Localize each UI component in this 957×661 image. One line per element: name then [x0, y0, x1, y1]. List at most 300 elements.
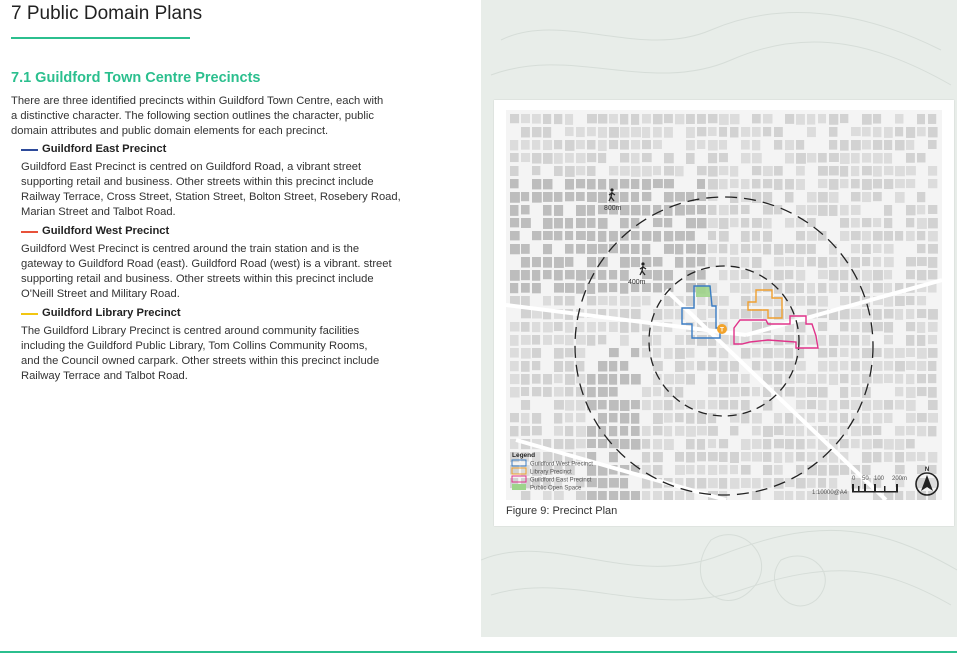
- building-block: [631, 374, 641, 385]
- building-block: [697, 478, 706, 489]
- building-block: [818, 361, 827, 372]
- building-block: [752, 478, 761, 488]
- building-block: [763, 127, 771, 136]
- building-block: [587, 257, 596, 267]
- building-block: [576, 244, 585, 254]
- building-block: [686, 270, 695, 281]
- building-block: [609, 114, 618, 123]
- building-block: [785, 179, 794, 189]
- building-block: [917, 309, 926, 318]
- building-block: [917, 127, 926, 136]
- building-block: [620, 140, 629, 150]
- building-block: [708, 452, 718, 461]
- building-block: [752, 413, 762, 424]
- building-block: [565, 127, 574, 136]
- building-block: [554, 413, 562, 424]
- building-block: [906, 374, 914, 384]
- building-block: [906, 309, 914, 319]
- building-block: [598, 296, 608, 305]
- description-line: Marian Street and Talbot Road.: [21, 206, 176, 218]
- building-block: [653, 439, 662, 449]
- building-block: [620, 491, 630, 500]
- building-block: [664, 127, 673, 138]
- building-block: [818, 270, 828, 279]
- precinct-library-heading: Guildford Library Precinct: [42, 307, 181, 319]
- building-block: [895, 231, 903, 241]
- building-block: [818, 296, 828, 307]
- building-block: [730, 257, 739, 267]
- building-block: [620, 153, 629, 162]
- building-block: [587, 374, 596, 385]
- building-block: [587, 491, 597, 500]
- building-block: [840, 465, 849, 475]
- building-block: [741, 283, 751, 294]
- building-block: [785, 335, 794, 344]
- building-block: [708, 478, 718, 488]
- building-block: [829, 400, 837, 411]
- building-block: [752, 283, 762, 293]
- building-block: [796, 179, 805, 190]
- building-block: [741, 257, 749, 268]
- building-block: [543, 491, 552, 500]
- building-block: [609, 140, 618, 149]
- building-block: [818, 114, 826, 123]
- building-block: [873, 309, 882, 320]
- building-block: [785, 426, 795, 436]
- building-block: [510, 283, 518, 293]
- building-block: [543, 296, 551, 306]
- building-block: [620, 426, 628, 436]
- building-block: [730, 218, 739, 227]
- building-block: [785, 244, 794, 253]
- building-block: [719, 218, 728, 229]
- building-block: [565, 218, 573, 229]
- building-block: [763, 205, 773, 215]
- building-block: [708, 179, 718, 190]
- building-block: [719, 374, 729, 384]
- building-block: [730, 114, 739, 124]
- building-block: [851, 348, 859, 359]
- building-block: [730, 270, 739, 280]
- building-block: [873, 244, 881, 253]
- building-block: [686, 153, 695, 164]
- building-block: [774, 413, 782, 423]
- building-block: [697, 400, 705, 409]
- building-block: [895, 114, 903, 124]
- building-block: [873, 179, 882, 188]
- building-block: [785, 192, 793, 203]
- building-block: [873, 257, 881, 267]
- intro-line: a distinctive character. The following section outlines the character, public: [11, 110, 374, 122]
- precinct-west-heading: Guildford West Precinct: [42, 225, 170, 237]
- building-block: [631, 127, 641, 137]
- library-marker-letter: T: [720, 326, 724, 334]
- building-block: [917, 374, 926, 383]
- building-block: [752, 127, 761, 137]
- building-block: [862, 348, 872, 358]
- building-block: [664, 179, 674, 188]
- building-block: [587, 192, 597, 202]
- building-block: [763, 166, 773, 176]
- building-block: [884, 231, 893, 241]
- building-block: [554, 192, 562, 202]
- building-block: [587, 127, 596, 136]
- building-block: [840, 413, 848, 423]
- building-block: [609, 166, 618, 175]
- building-block: [576, 413, 585, 422]
- building-block: [928, 179, 937, 188]
- building-block: [719, 309, 727, 319]
- building-block: [719, 452, 728, 462]
- building-block: [796, 140, 804, 150]
- building-block: [741, 374, 750, 383]
- building-block: [708, 140, 718, 151]
- building-block: [873, 374, 883, 384]
- building-block: [686, 413, 695, 424]
- building-block: [631, 218, 639, 228]
- building-block: [851, 335, 859, 346]
- building-block: [554, 257, 564, 268]
- building-block: [697, 140, 705, 149]
- legend-item-library: Library Precinct: [530, 469, 572, 476]
- building-block: [840, 179, 848, 188]
- building-block: [928, 387, 937, 398]
- building-block: [785, 348, 793, 358]
- building-block: [576, 270, 586, 281]
- building-block: [609, 283, 617, 292]
- building-block: [818, 205, 828, 216]
- building-block: [917, 426, 926, 436]
- building-block: [895, 387, 903, 396]
- building-block: [521, 296, 530, 306]
- building-block: [807, 335, 817, 345]
- building-block: [642, 296, 651, 305]
- building-block: [609, 231, 618, 241]
- building-block: [631, 309, 641, 319]
- building-block: [906, 426, 915, 435]
- building-block: [510, 335, 519, 346]
- building-block: [818, 231, 826, 241]
- building-block: [620, 244, 629, 254]
- building-block: [576, 140, 585, 149]
- building-block: [917, 335, 925, 346]
- east-precinct-line-swatch: [21, 149, 38, 151]
- building-block: [697, 114, 706, 124]
- building-block: [862, 153, 871, 163]
- building-block: [741, 465, 751, 475]
- building-block: [543, 140, 552, 150]
- building-block: [796, 439, 805, 449]
- building-block: [576, 166, 585, 175]
- building-block: [884, 283, 892, 293]
- building-block: [554, 114, 562, 124]
- building-block: [598, 322, 606, 332]
- building-block: [906, 400, 916, 411]
- building-block: [521, 153, 530, 162]
- building-block: [752, 361, 760, 370]
- building-block: [609, 374, 617, 385]
- building-block: [521, 387, 529, 396]
- building-block: [928, 361, 936, 371]
- building-block: [774, 452, 782, 463]
- building-block: [741, 348, 750, 359]
- section-heading: 7.1 Guildford Town Centre Precincts: [11, 70, 261, 86]
- building-block: [774, 361, 783, 371]
- building-block: [862, 218, 871, 227]
- description-line: gateway to Guildford Road (east). Guildford Road (west) is a vibrant. street: [21, 258, 392, 270]
- building-block: [686, 452, 695, 463]
- building-block: [906, 296, 914, 305]
- building-block: [774, 348, 784, 358]
- building-block: [686, 244, 696, 254]
- building-block: [543, 257, 552, 268]
- building-block: [774, 127, 783, 137]
- building-block: [708, 257, 716, 267]
- building-block: [532, 231, 541, 240]
- building-block: [807, 127, 816, 137]
- building-block: [598, 231, 606, 242]
- building-block: [565, 153, 574, 163]
- building-block: [708, 348, 716, 357]
- building-block: [598, 478, 607, 488]
- building-block: [708, 426, 718, 436]
- building-block: [818, 322, 827, 331]
- building-block: [719, 270, 727, 280]
- building-block: [543, 205, 552, 216]
- building-block: [686, 426, 696, 437]
- building-block: [851, 205, 861, 215]
- building-block: [895, 192, 905, 203]
- building-block: [840, 426, 848, 435]
- building-block: [763, 192, 772, 203]
- precinct-east-heading: Guildford East Precinct: [42, 143, 167, 155]
- building-block: [587, 283, 595, 294]
- building-block: [554, 218, 563, 228]
- building-block: [862, 322, 872, 332]
- building-block: [675, 387, 683, 398]
- building-block: [741, 231, 750, 242]
- building-block: [884, 348, 893, 358]
- building-block: [642, 335, 652, 346]
- building-block: [675, 426, 684, 436]
- building-block: [719, 179, 728, 189]
- building-block: [895, 296, 905, 306]
- building-block: [917, 322, 925, 333]
- building-block: [895, 452, 904, 462]
- building-block: [752, 192, 761, 203]
- building-block: [576, 335, 586, 345]
- building-block: [620, 361, 628, 371]
- building-block: [730, 166, 738, 177]
- building-block: [554, 231, 562, 240]
- building-block: [796, 478, 806, 488]
- building-block: [730, 387, 740, 397]
- building-block: [521, 374, 530, 385]
- intro-line: domain attributes and public domain elements for each precinct.: [11, 125, 329, 137]
- building-block: [730, 244, 738, 255]
- building-block: [796, 283, 804, 293]
- building-block: [741, 192, 751, 202]
- building-block: [642, 140, 651, 149]
- building-block: [873, 270, 883, 280]
- building-block: [752, 166, 761, 175]
- building-block: [576, 205, 586, 216]
- building-block: [576, 439, 586, 448]
- building-block: [829, 244, 837, 255]
- building-block: [664, 413, 673, 423]
- building-block: [752, 452, 762, 462]
- building-block: [884, 335, 893, 344]
- scale-tick-label: 50: [862, 476, 869, 482]
- building-block: [785, 387, 795, 397]
- building-block: [785, 439, 794, 449]
- building-block: [763, 361, 772, 371]
- building-block: [598, 387, 608, 397]
- building-block: [807, 192, 817, 203]
- building-block: [840, 309, 850, 319]
- building-block: [631, 400, 640, 409]
- building-block: [895, 426, 905, 436]
- building-block: [719, 244, 727, 253]
- building-block: [741, 439, 750, 450]
- building-block: [554, 140, 562, 149]
- legend-item-east: Guildford East Precinct: [530, 477, 592, 484]
- building-block: [895, 439, 904, 450]
- building-block: [906, 257, 916, 266]
- building-block: [642, 166, 652, 176]
- building-block: [829, 205, 837, 216]
- building-block: [774, 257, 784, 266]
- building-block: [510, 140, 518, 150]
- building-block: [521, 192, 529, 201]
- building-block: [730, 283, 740, 293]
- building-block: [576, 218, 586, 228]
- building-block: [653, 257, 662, 267]
- building-block: [609, 478, 619, 488]
- description-line: Railway Terrace and Talbot Road.: [21, 370, 188, 382]
- building-block: [675, 205, 685, 216]
- building-block: [609, 348, 619, 357]
- building-block: [807, 296, 816, 305]
- building-block: [565, 257, 573, 267]
- building-block: [774, 491, 784, 500]
- building-block: [532, 114, 541, 124]
- building-block: [895, 374, 903, 384]
- building-block: [532, 192, 542, 203]
- building-block: [730, 452, 739, 463]
- building-block: [763, 114, 772, 124]
- building-block: [697, 335, 707, 346]
- building-block: [653, 335, 661, 345]
- building-block: [741, 179, 749, 189]
- building-block: [620, 166, 630, 176]
- building-block: [862, 270, 872, 281]
- scale-ratio: 1:10000@A4: [812, 490, 848, 496]
- building-block: [510, 426, 518, 436]
- building-block: [609, 322, 618, 332]
- building-block: [631, 244, 640, 254]
- building-block: [532, 127, 541, 137]
- building-block: [895, 400, 904, 410]
- building-block: [609, 439, 619, 448]
- building-block: [851, 283, 861, 292]
- building-block: [763, 244, 771, 254]
- building-block: [708, 296, 718, 306]
- building-block: [818, 283, 826, 293]
- building-block: [906, 413, 916, 423]
- building-block: [543, 179, 552, 189]
- building-block: [840, 296, 849, 305]
- building-block: [884, 127, 893, 138]
- building-block: [664, 426, 672, 436]
- building-block: [576, 426, 586, 437]
- building-block: [631, 413, 639, 424]
- description-line: including the Guildford Public Library, Tom Collins Community Rooms,: [21, 340, 368, 352]
- building-block: [620, 127, 629, 138]
- building-block: [840, 361, 848, 370]
- building-block: [686, 374, 695, 385]
- building-block: [829, 179, 838, 190]
- building-block: [543, 218, 553, 229]
- building-block: [587, 231, 595, 241]
- building-block: [708, 309, 716, 318]
- building-block: [565, 426, 573, 436]
- building-block: [620, 335, 629, 346]
- building-block: [873, 361, 882, 371]
- building-block: [928, 322, 938, 332]
- building-block: [565, 244, 574, 254]
- building-block: [774, 426, 784, 435]
- building-block: [807, 244, 816, 254]
- building-block: [895, 140, 905, 150]
- figure-card: [494, 100, 954, 526]
- building-block: [741, 205, 750, 214]
- building-block: [851, 192, 860, 201]
- building-block: [917, 153, 926, 162]
- building-block: [697, 296, 705, 305]
- building-block: [598, 218, 608, 229]
- building-block: [818, 478, 826, 488]
- building-block: [873, 322, 883, 331]
- building-block: [631, 179, 639, 189]
- building-block: [752, 231, 760, 241]
- building-block: [917, 361, 926, 371]
- building-block: [620, 257, 630, 268]
- building-block: [895, 179, 905, 188]
- building-block: [829, 348, 837, 357]
- building-block: [807, 413, 815, 423]
- building-block: [609, 270, 617, 279]
- building-block: [851, 309, 861, 319]
- building-block: [587, 218, 595, 228]
- building-block: [862, 309, 872, 318]
- building-block: [829, 361, 838, 371]
- scale-tick-label: 100: [874, 476, 885, 482]
- building-block: [587, 426, 596, 437]
- building-block: [851, 127, 861, 136]
- building-block: [917, 114, 925, 124]
- building-block: [653, 179, 663, 188]
- building-block: [752, 491, 761, 500]
- building-block: [785, 413, 793, 424]
- description-line: O'Neill Street and Military Road.: [21, 288, 180, 300]
- building-block: [862, 439, 872, 449]
- building-block: [554, 153, 563, 164]
- building-block: [521, 309, 531, 318]
- building-block: [620, 400, 630, 411]
- building-block: [730, 465, 738, 474]
- building-block: [697, 179, 705, 189]
